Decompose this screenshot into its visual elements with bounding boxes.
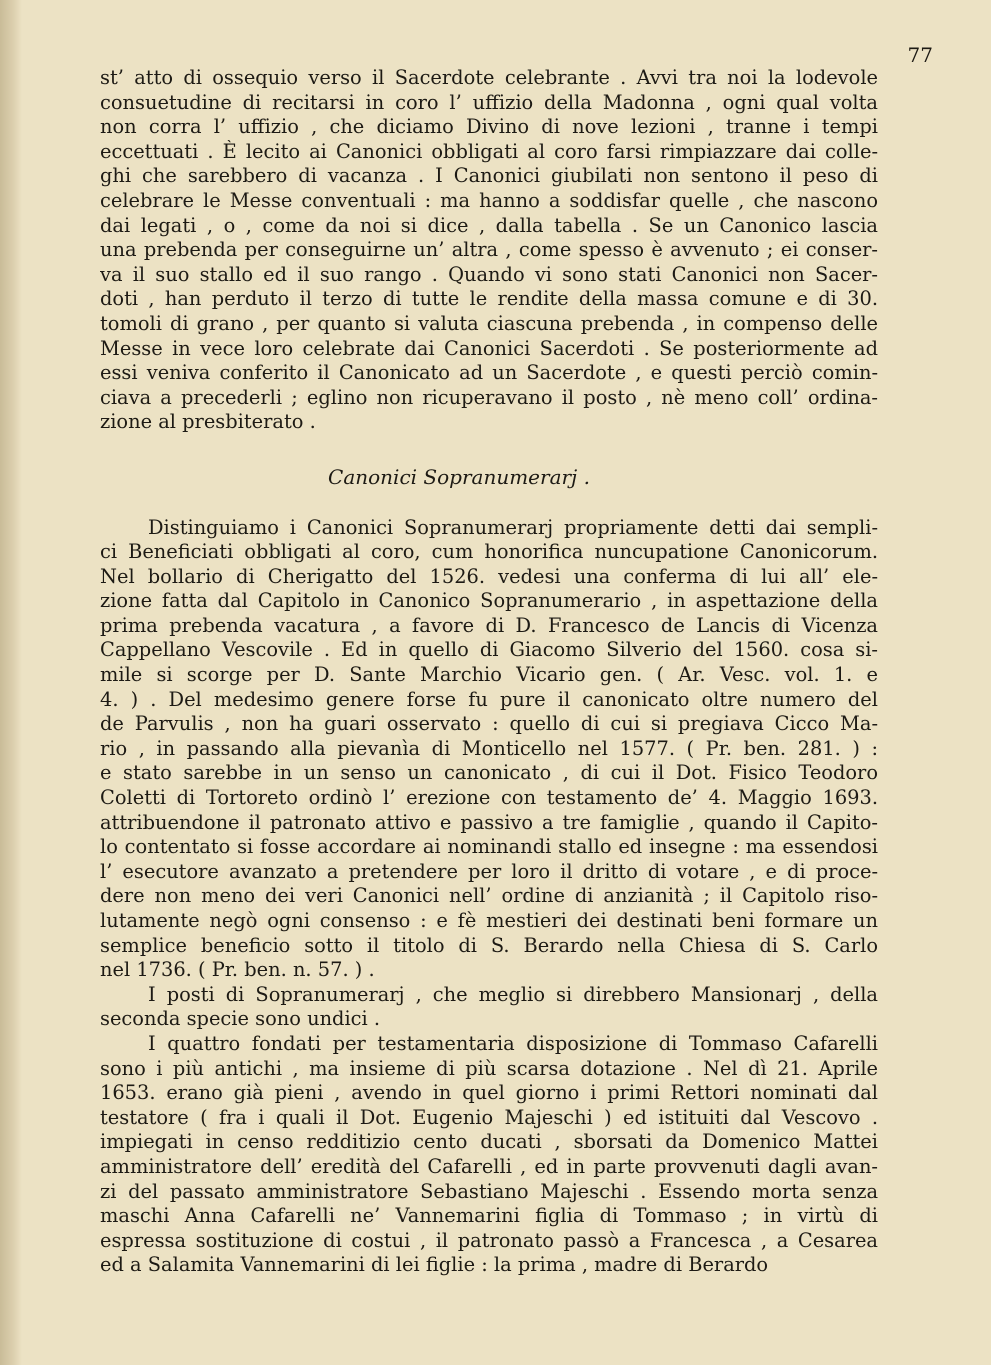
text-line: ci Beneficiati obbligati al coro, cum honorifica nuncupatione Canonicorum. [100,540,878,564]
text-line: rio , in passando alla pievanìa di Monticello nel 1577. ( Pr. ben. 281. ) : [100,736,878,760]
text-line: celebrare le Messe conventuali : ma hanno a soddisfar quelle , che nascono [100,188,878,212]
text-line: dere non meno dei veri Canonici nell’ ordine di anzianità ; il Capitolo riso- [100,884,878,908]
text-line: ghi che sarebbero di vacanza . I Canonici giubilati non sentono il peso di [100,164,878,188]
text-line: st’ atto di ossequio verso il Sacerdote celebrante . Avvi tra noi la lodevole [100,66,878,89]
text-line: sono i più antichi , ma insieme di più scarsa dotazione . Nel dì 21. Aprile [100,1056,878,1080]
text-line: I posti di Sopranumerarj , che meglio si direbbero Mansionarj , della [148,982,878,1006]
text-line: semplice beneficio sotto il titolo di S. Berardo nella Chiesa di S. Carlo [100,933,878,957]
text-line: una prebenda per conseguirne un’ altra , come spesso è avvenuto ; ei conser- [100,238,878,262]
text-line: espressa sostituzione di costui , il patronato passò a Francesca , a Cesarea [100,1228,878,1252]
page-number: 77 [907,43,933,67]
section-heading: Canonici Sopranumerarj . [328,464,590,489]
text-line: Coletti di Tortoreto ordinò l’ erezione con testamento de’ 4. Maggio 1693. [100,786,878,810]
text-line: consuetudine di recitarsi in coro l’ uffizio della Madonna , ogni qual volta [100,90,878,114]
text-line: ciava a precederli ; eglino non ricuperavano il posto , nè meno coll’ ordina- [100,385,878,409]
text-line: lo contentato si fosse accordare ai nominandi stallo ed insegne : ma essendosi [100,835,878,859]
page-body [100,44,878,1278]
page-gutter-shadow [0,0,22,1365]
text-line: ed a Salamita Vannemarini di lei figlie : la prima , madre di Berardo [100,1253,769,1277]
text-line: l’ esecutore avanzato a pretendere per loro il dritto di votare , e di proce- [100,859,878,883]
paragraph-1 [100,66,878,435]
text-line: prima prebenda vacatura , a favore di D. Francesco de Lancis di Vicenza [100,613,878,637]
text-line: eccettuati . È lecito ai Canonici obbligati al coro farsi rimpiazzare dai colle- [100,139,878,163]
text-line: lutamente negò ogni consenso : e fè mestieri dei destinati beni formare un [100,909,878,932]
text-line: dai legati , o , come da noi si dice , dalla tabella . Se un Canonico lascia [100,213,878,237]
text-line: tomoli di grano , per quanto si valuta ciascuna prebenda , in compenso delle [100,311,878,335]
text-line: seconda specie sono undici . [100,1007,381,1031]
text-line: zi del passato amministratore Sebastiano Majeschi . Essendo morta senza [100,1179,878,1203]
text-line: amministratore dell’ eredità del Cafarelli , ed in parte provvenuti dagli avan- [100,1154,878,1178]
text-line: nel 1736. ( Pr. ben. n. 57. ) . [100,958,375,982]
text-line: Distinguiamo i Canonici Sopranumerarj propriamente detti dai sempli- [148,515,878,539]
text-line: doti , han perduto il terzo di tutte le rendite della massa comune e di 30. [100,287,878,311]
text-line: mile si scorge per D. Sante Marchio Vicario gen. ( Ar. Vesc. vol. 1. e [100,663,878,687]
text-line: testatore ( fra i quali il Dot. Eugenio Majeschi ) ed istituiti dal Vescovo . [100,1105,878,1129]
text-line: I quattro fondati per testamentaria disposizione di Tommaso Cafarelli [148,1031,878,1055]
text-line: de Parvulis , non ha guari osservato : quello di cui si pregiava Cicco Ma- [100,712,878,736]
text-line: 1653. erano già pieni , avendo in quel giorno i primi Rettori nominati dal [100,1081,878,1105]
text-line: maschi Anna Cafarelli ne’ Vannemarini figlia di Tommaso ; in virtù di [100,1204,878,1228]
text-line: Cappellano Vescovile . Ed in quello di Giacomo Silverio del 1560. cosa si- [100,638,878,662]
text-line: zione al presbiterato . [100,410,316,434]
paragraph-3 [100,983,878,1032]
paragraph-4 [100,1032,878,1278]
text-line: essi veniva conferito il Canonicato ad un Sacerdote , e questi perciò comin- [100,361,878,385]
paragraph-2 [100,516,878,983]
text-line: non corra l’ uffizio , che diciamo Divino di nove lezioni , tranne i tempi [100,115,878,139]
text-line: Messe in vece loro celebrate dai Canonici Sacerdoti . Se posteriormente ad [100,336,878,360]
text-line: zione fatta dal Capitolo in Canonico Sopranumerario , in aspettazione della [100,589,878,613]
text-line: 4. ) . Del medesimo genere forse fu pure il canonicato oltre numero del [100,687,878,711]
text-line: Nel bollario di Cherigatto del 1526. vedesi una conferma di lui all’ ele- [100,564,878,588]
text-line: impiegati in censo redditizio cento ducati , sborsati da Domenico Mattei [100,1130,878,1154]
text-line: attribuendone il patronato attivo e passivo a tre famiglie , quando il Capito- [100,810,878,834]
text-line: e stato sarebbe in un senso un canonicato , di cui il Dot. Fisico Teodoro [100,761,878,785]
text-line: va il suo stallo ed il suo rango . Quando vi sono stati Canonici non Sacer- [100,262,878,286]
